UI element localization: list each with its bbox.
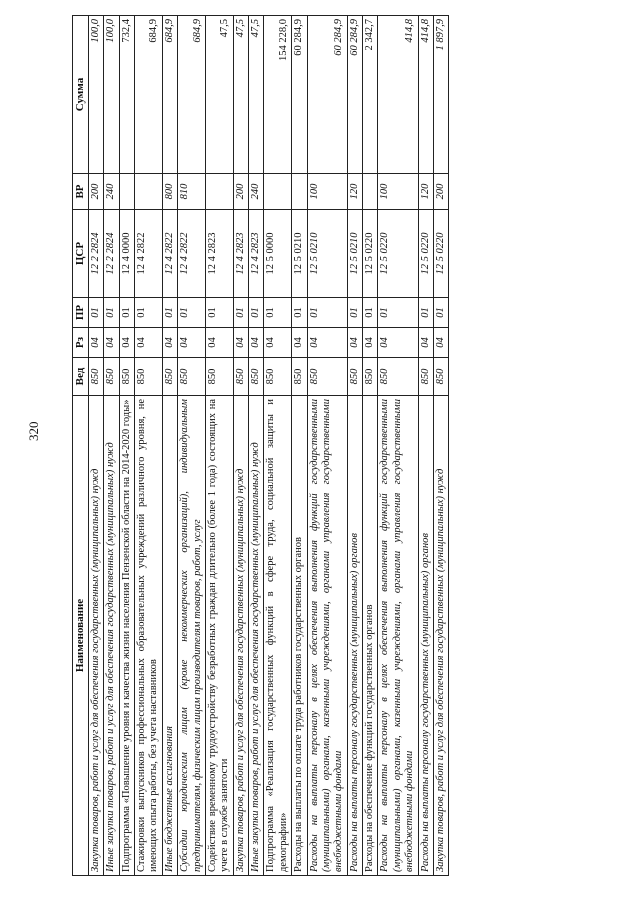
- cell-ved: 850: [307, 358, 347, 396]
- cell-ved: 850: [104, 358, 119, 396]
- cell-csr: 12 5 0210: [307, 210, 347, 298]
- cell-sum: 414,8: [418, 16, 433, 174]
- header-vr: ВР: [73, 174, 89, 210]
- cell-pr: 01: [135, 298, 163, 328]
- cell-name: Стажировки выпускников профессиональных образовательных учреждений различного уровня, не имеющих опыта работы, без учета наставников: [135, 396, 163, 876]
- cell-rz: 04: [249, 328, 264, 358]
- cell-sum: 684,9: [178, 16, 206, 174]
- cell-ved: 850: [292, 358, 307, 396]
- cell-name: Расходы на выплаты персоналу государственных (муниципальных) органов: [347, 396, 362, 876]
- cell-pr: 01: [178, 298, 206, 328]
- cell-pr: 01: [433, 298, 448, 328]
- cell-name: Подпрограмма «Реализация государственных функций в сфере труда, социальной защиты и демографии»: [264, 396, 292, 876]
- cell-name: Закупка товаров, работ и услуг для обеспечения государственных (муниципальных) нужд: [88, 396, 103, 876]
- cell-name: Расходы на выплаты по оплате труда работников государственных органов: [292, 396, 307, 876]
- cell-rz: 04: [307, 328, 347, 358]
- table-row: [433, 16, 448, 876]
- table-row: [104, 16, 119, 876]
- cell-csr: 12 2 2824: [88, 210, 103, 298]
- cell-vr: [363, 174, 378, 210]
- table-row: [249, 16, 264, 876]
- cell-vr: [135, 174, 163, 210]
- rotated-table-container: [72, 16, 449, 876]
- table-row: [178, 16, 206, 876]
- cell-vr: 100: [378, 174, 418, 210]
- cell-pr: 01: [162, 298, 177, 328]
- cell-ved: 850: [233, 358, 248, 396]
- cell-rz: 04: [363, 328, 378, 358]
- header-ved: Вед: [73, 358, 89, 396]
- cell-rz: 04: [135, 328, 163, 358]
- cell-rz: 04: [433, 328, 448, 358]
- cell-csr: 12 5 0220: [418, 210, 433, 298]
- cell-name: Закупка товаров, работ и услуг для обеспечения государственных (муниципальных) нужд: [433, 396, 448, 876]
- cell-rz: 04: [233, 328, 248, 358]
- table-header-row: [73, 16, 89, 876]
- cell-sum: 1 897,9: [433, 16, 448, 174]
- cell-csr: 12 4 2822: [178, 210, 206, 298]
- budget-table: [72, 15, 449, 876]
- cell-ved: 850: [205, 358, 233, 396]
- cell-ved: 850: [88, 358, 103, 396]
- cell-rz: 04: [88, 328, 103, 358]
- table-row: [135, 16, 163, 876]
- cell-sum: 60 284,9: [307, 16, 347, 174]
- cell-vr: 100: [307, 174, 347, 210]
- table-row: [378, 16, 418, 876]
- cell-rz: 04: [264, 328, 292, 358]
- cell-pr: 01: [205, 298, 233, 328]
- cell-csr: 12 2 2824: [104, 210, 119, 298]
- table-row: [88, 16, 103, 876]
- cell-sum: 100,0: [104, 16, 119, 174]
- cell-pr: 01: [233, 298, 248, 328]
- cell-sum: 100,0: [88, 16, 103, 174]
- cell-pr: 01: [119, 298, 134, 328]
- cell-ved: 850: [135, 358, 163, 396]
- header-sum: Сумма: [73, 16, 89, 174]
- cell-vr: 120: [418, 174, 433, 210]
- cell-name: Иные закупки товаров, работ и услуг для обеспечения государственных (муниципальных) нужд: [249, 396, 264, 876]
- cell-name: Иные закупки товаров, работ и услуг для обеспечения государственных (муниципальных) нужд: [104, 396, 119, 876]
- cell-vr: [264, 174, 292, 210]
- cell-csr: 12 4 2823: [249, 210, 264, 298]
- cell-ved: 850: [347, 358, 362, 396]
- table-row: [363, 16, 378, 876]
- cell-csr: 12 4 2823: [233, 210, 248, 298]
- cell-vr: [292, 174, 307, 210]
- cell-csr: 12 5 0220: [378, 210, 418, 298]
- cell-vr: 240: [104, 174, 119, 210]
- cell-rz: 04: [378, 328, 418, 358]
- cell-ved: 850: [119, 358, 134, 396]
- cell-name: Субсидии юридическим лицам (кроме некоммерческих организаций), индивидуальным предпринимателям, физическим лицам производителям товаров, работ, услуг: [178, 396, 206, 876]
- table-row: [307, 16, 347, 876]
- table-row: [347, 16, 362, 876]
- cell-pr: 01: [307, 298, 347, 328]
- cell-ved: 850: [249, 358, 264, 396]
- cell-rz: 04: [418, 328, 433, 358]
- cell-name: Расходы на обеспечение функций государственных органов: [363, 396, 378, 876]
- header-rz: Рз: [73, 328, 89, 358]
- header-csr: ЦСР: [73, 210, 89, 298]
- cell-pr: 01: [347, 298, 362, 328]
- cell-rz: 04: [292, 328, 307, 358]
- table-row: [264, 16, 292, 876]
- cell-name: Расходы на выплаты персоналу в целях обеспечения выполнения функций государственными (муниципальными) органами, казенными учреждениями, органами управления государственными внебюджетными фондами: [307, 396, 347, 876]
- cell-csr: 12 4 2822: [135, 210, 163, 298]
- cell-sum: 684,9: [135, 16, 163, 174]
- cell-sum: 732,4: [119, 16, 134, 174]
- cell-ved: 850: [363, 358, 378, 396]
- cell-vr: 240: [249, 174, 264, 210]
- cell-pr: 01: [264, 298, 292, 328]
- cell-vr: 120: [347, 174, 362, 210]
- cell-sum: 60 284,9: [347, 16, 362, 174]
- cell-vr: [205, 174, 233, 210]
- table-row: [418, 16, 433, 876]
- cell-csr: 12 4 0000: [119, 210, 134, 298]
- cell-name: Расходы на выплаты персоналу государственных (муниципальных) органов: [418, 396, 433, 876]
- cell-csr: 12 5 0210: [292, 210, 307, 298]
- header-name: Наименование: [73, 396, 89, 876]
- cell-rz: 04: [104, 328, 119, 358]
- cell-pr: 01: [292, 298, 307, 328]
- cell-csr: 12 5 0220: [363, 210, 378, 298]
- cell-sum: 47,5: [205, 16, 233, 174]
- cell-ved: 850: [378, 358, 418, 396]
- header-pr: ПР: [73, 298, 89, 328]
- cell-name: Иные бюджетные ассигнования: [162, 396, 177, 876]
- cell-name: Закупка товаров, работ и услуг для обеспечения государственных (муниципальных) нужд: [233, 396, 248, 876]
- cell-ved: 850: [162, 358, 177, 396]
- cell-csr: 12 5 0210: [347, 210, 362, 298]
- cell-pr: 01: [104, 298, 119, 328]
- cell-vr: 200: [433, 174, 448, 210]
- cell-sum: 684,9: [162, 16, 177, 174]
- cell-vr: 800: [162, 174, 177, 210]
- table-row: [119, 16, 134, 876]
- cell-sum: 47,5: [233, 16, 248, 174]
- cell-rz: 04: [205, 328, 233, 358]
- cell-vr: 200: [88, 174, 103, 210]
- cell-csr: 12 5 0000: [264, 210, 292, 298]
- page-number: [0, 0, 60, 905]
- cell-pr: 01: [363, 298, 378, 328]
- cell-rz: 04: [178, 328, 206, 358]
- cell-sum: 47,5: [249, 16, 264, 174]
- cell-pr: 01: [249, 298, 264, 328]
- cell-ved: 850: [418, 358, 433, 396]
- cell-sum: 154 228,0: [264, 16, 292, 174]
- cell-pr: 01: [88, 298, 103, 328]
- cell-csr: 12 4 2822: [162, 210, 177, 298]
- cell-sum: 2 342,7: [363, 16, 378, 174]
- cell-name: Содействие временному трудоустройству безработных граждан длительно (более 1 года) состоящих на учете в службе занятости: [205, 396, 233, 876]
- table-row: [233, 16, 248, 876]
- cell-ved: 850: [178, 358, 206, 396]
- cell-sum: 60 284,9: [292, 16, 307, 174]
- cell-name: Подпрограмма «Повышение уровня и качества жизни населения Пензенской области на 2014-2020 годы»: [119, 396, 134, 876]
- cell-ved: 850: [433, 358, 448, 396]
- cell-sum: 414,8: [378, 16, 418, 174]
- cell-csr: 12 5 0220: [433, 210, 448, 298]
- cell-vr: [119, 174, 134, 210]
- cell-csr: 12 4 2823: [205, 210, 233, 298]
- cell-rz: 04: [119, 328, 134, 358]
- cell-name: Расходы на выплаты персоналу в целях обеспечения выполнения функций государственными (муниципальными) органами, казенными учреждениями, органами управления государственными внебюджетными фондами: [378, 396, 418, 876]
- table-row: [205, 16, 233, 876]
- page-number-text: 320: [26, 421, 41, 441]
- cell-vr: 200: [233, 174, 248, 210]
- cell-rz: 04: [347, 328, 362, 358]
- cell-pr: 01: [418, 298, 433, 328]
- cell-ved: 850: [264, 358, 292, 396]
- cell-vr: 810: [178, 174, 206, 210]
- cell-rz: 04: [162, 328, 177, 358]
- table-row: [162, 16, 177, 876]
- cell-pr: 01: [378, 298, 418, 328]
- table-row: [292, 16, 307, 876]
